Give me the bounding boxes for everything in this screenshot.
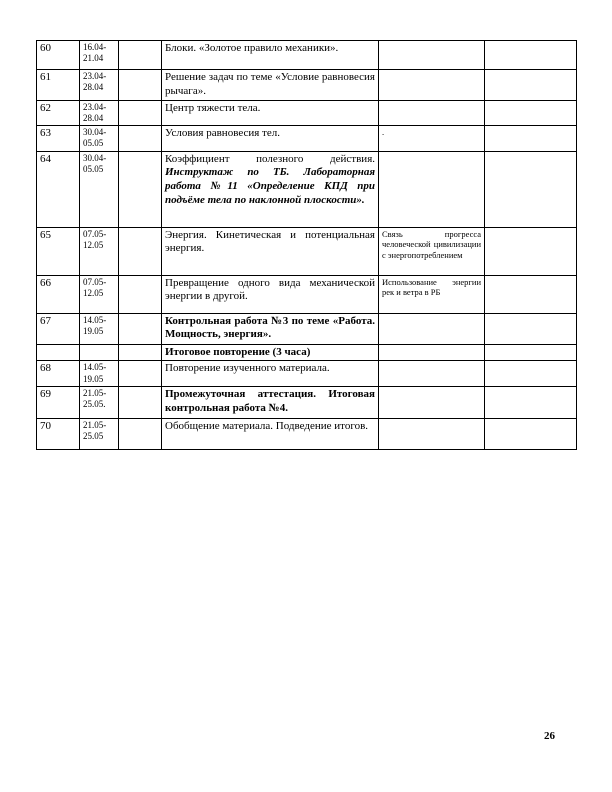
regional-component: Использование энергии рек и ветра в РБ [379,275,485,313]
table-row [37,70,577,101]
note-cell [485,227,577,275]
lesson-number: 69 [37,386,80,418]
actual-date-cell [119,151,162,227]
lesson-date: 07.05- 12.05 [80,275,119,313]
lesson-number: 66 [37,275,80,313]
lesson-topic: Условия равновесия тел. [162,126,379,152]
note-cell [485,100,577,126]
lesson-date: 07.05- 12.05 [80,227,119,275]
note-cell [485,386,577,418]
actual-date-cell [119,386,162,418]
lesson-topic: Повторение изученного материала. [162,361,379,387]
table-row [37,418,577,449]
lesson-number: 68 [37,361,80,387]
actual-date-cell [119,275,162,313]
lesson-date: 30.04- 05.05 [80,126,119,152]
section-row [37,344,577,361]
regional-component [379,418,485,449]
regional-component [379,100,485,126]
lesson-date: 14.05- 19.05 [80,313,119,344]
regional-component [379,313,485,344]
note-cell [485,70,577,101]
note-cell [485,275,577,313]
note-cell [485,313,577,344]
actual-date-cell [119,126,162,152]
table-row [37,386,577,418]
lesson-topic [162,151,379,227]
table-row [37,275,577,313]
lesson-topic: Обобщение материала. Подведение итогов. [162,418,379,449]
actual-date-cell [119,100,162,126]
lesson-number: 64 [37,151,80,227]
lesson-topic: Промежуточная аттестация. Итоговая контрольная работа №4. [162,386,379,418]
lesson-date: 23.04- 28.04 [80,100,119,126]
actual-date-cell [119,361,162,387]
lesson-plan-table [36,40,577,450]
table-row [37,126,577,152]
table-row [37,313,577,344]
lesson-topic: Решение задач по теме «Условие равновесия рычага». [162,70,379,101]
lesson-number: 70 [37,418,80,449]
lesson-date: 14.05- 19.05 [80,361,119,387]
table-row [37,227,577,275]
actual-date-cell [119,313,162,344]
regional-component: Связь прогресса человеческой цивилизации с энергопотреблением [379,227,485,275]
lesson-number: 60 [37,41,80,70]
regional-component: . [379,126,485,152]
topic-plain-text: Коэффициент полезного действия. [165,152,375,165]
lesson-topic: Блоки. «Золотое правило механики». [162,41,379,70]
lesson-number: 62 [37,100,80,126]
page-number: 26 [544,730,555,742]
regional-component [379,41,485,70]
lesson-date: 21.05- 25.05. [80,386,119,418]
actual-date-cell [119,70,162,101]
table-row [37,151,577,227]
lesson-topic: Контрольная работа №3 по теме «Работа. Мощность, энергия». [162,313,379,344]
lesson-number: 67 [37,313,80,344]
lesson-date: 21.05- 25.05 [80,418,119,449]
lesson-topic: Центр тяжести тела. [162,100,379,126]
regional-component [379,386,485,418]
table-row [37,361,577,387]
note-cell [485,41,577,70]
regional-component [379,70,485,101]
table-row [37,100,577,126]
lesson-number: 65 [37,227,80,275]
note-cell [485,361,577,387]
lesson-date: 23.04- 28.04 [80,70,119,101]
lesson-date: 30.04- 05.05 [80,151,119,227]
table-row [37,41,577,70]
lesson-number: 61 [37,70,80,101]
lesson-topic: Энергия. Кинетическая и потенциальная энергия. [162,227,379,275]
lab-work-instruction: Инструктаж по ТБ. Лабораторная работа №11 «Определение КПД при подъёме тела по наклонной плоскости». [165,166,375,206]
actual-date-cell [119,418,162,449]
lesson-number: 63 [37,126,80,152]
note-cell [485,126,577,152]
regional-component [379,151,485,227]
note-cell [485,151,577,227]
note-cell [485,418,577,449]
lesson-date: 16.04- 21.04 [80,41,119,70]
actual-date-cell [119,41,162,70]
lesson-topic: Превращение одного вида механической энергии в другой. [162,275,379,313]
section-title: Итоговое повторение (3 часа) [162,344,379,361]
regional-component [379,361,485,387]
actual-date-cell [119,227,162,275]
